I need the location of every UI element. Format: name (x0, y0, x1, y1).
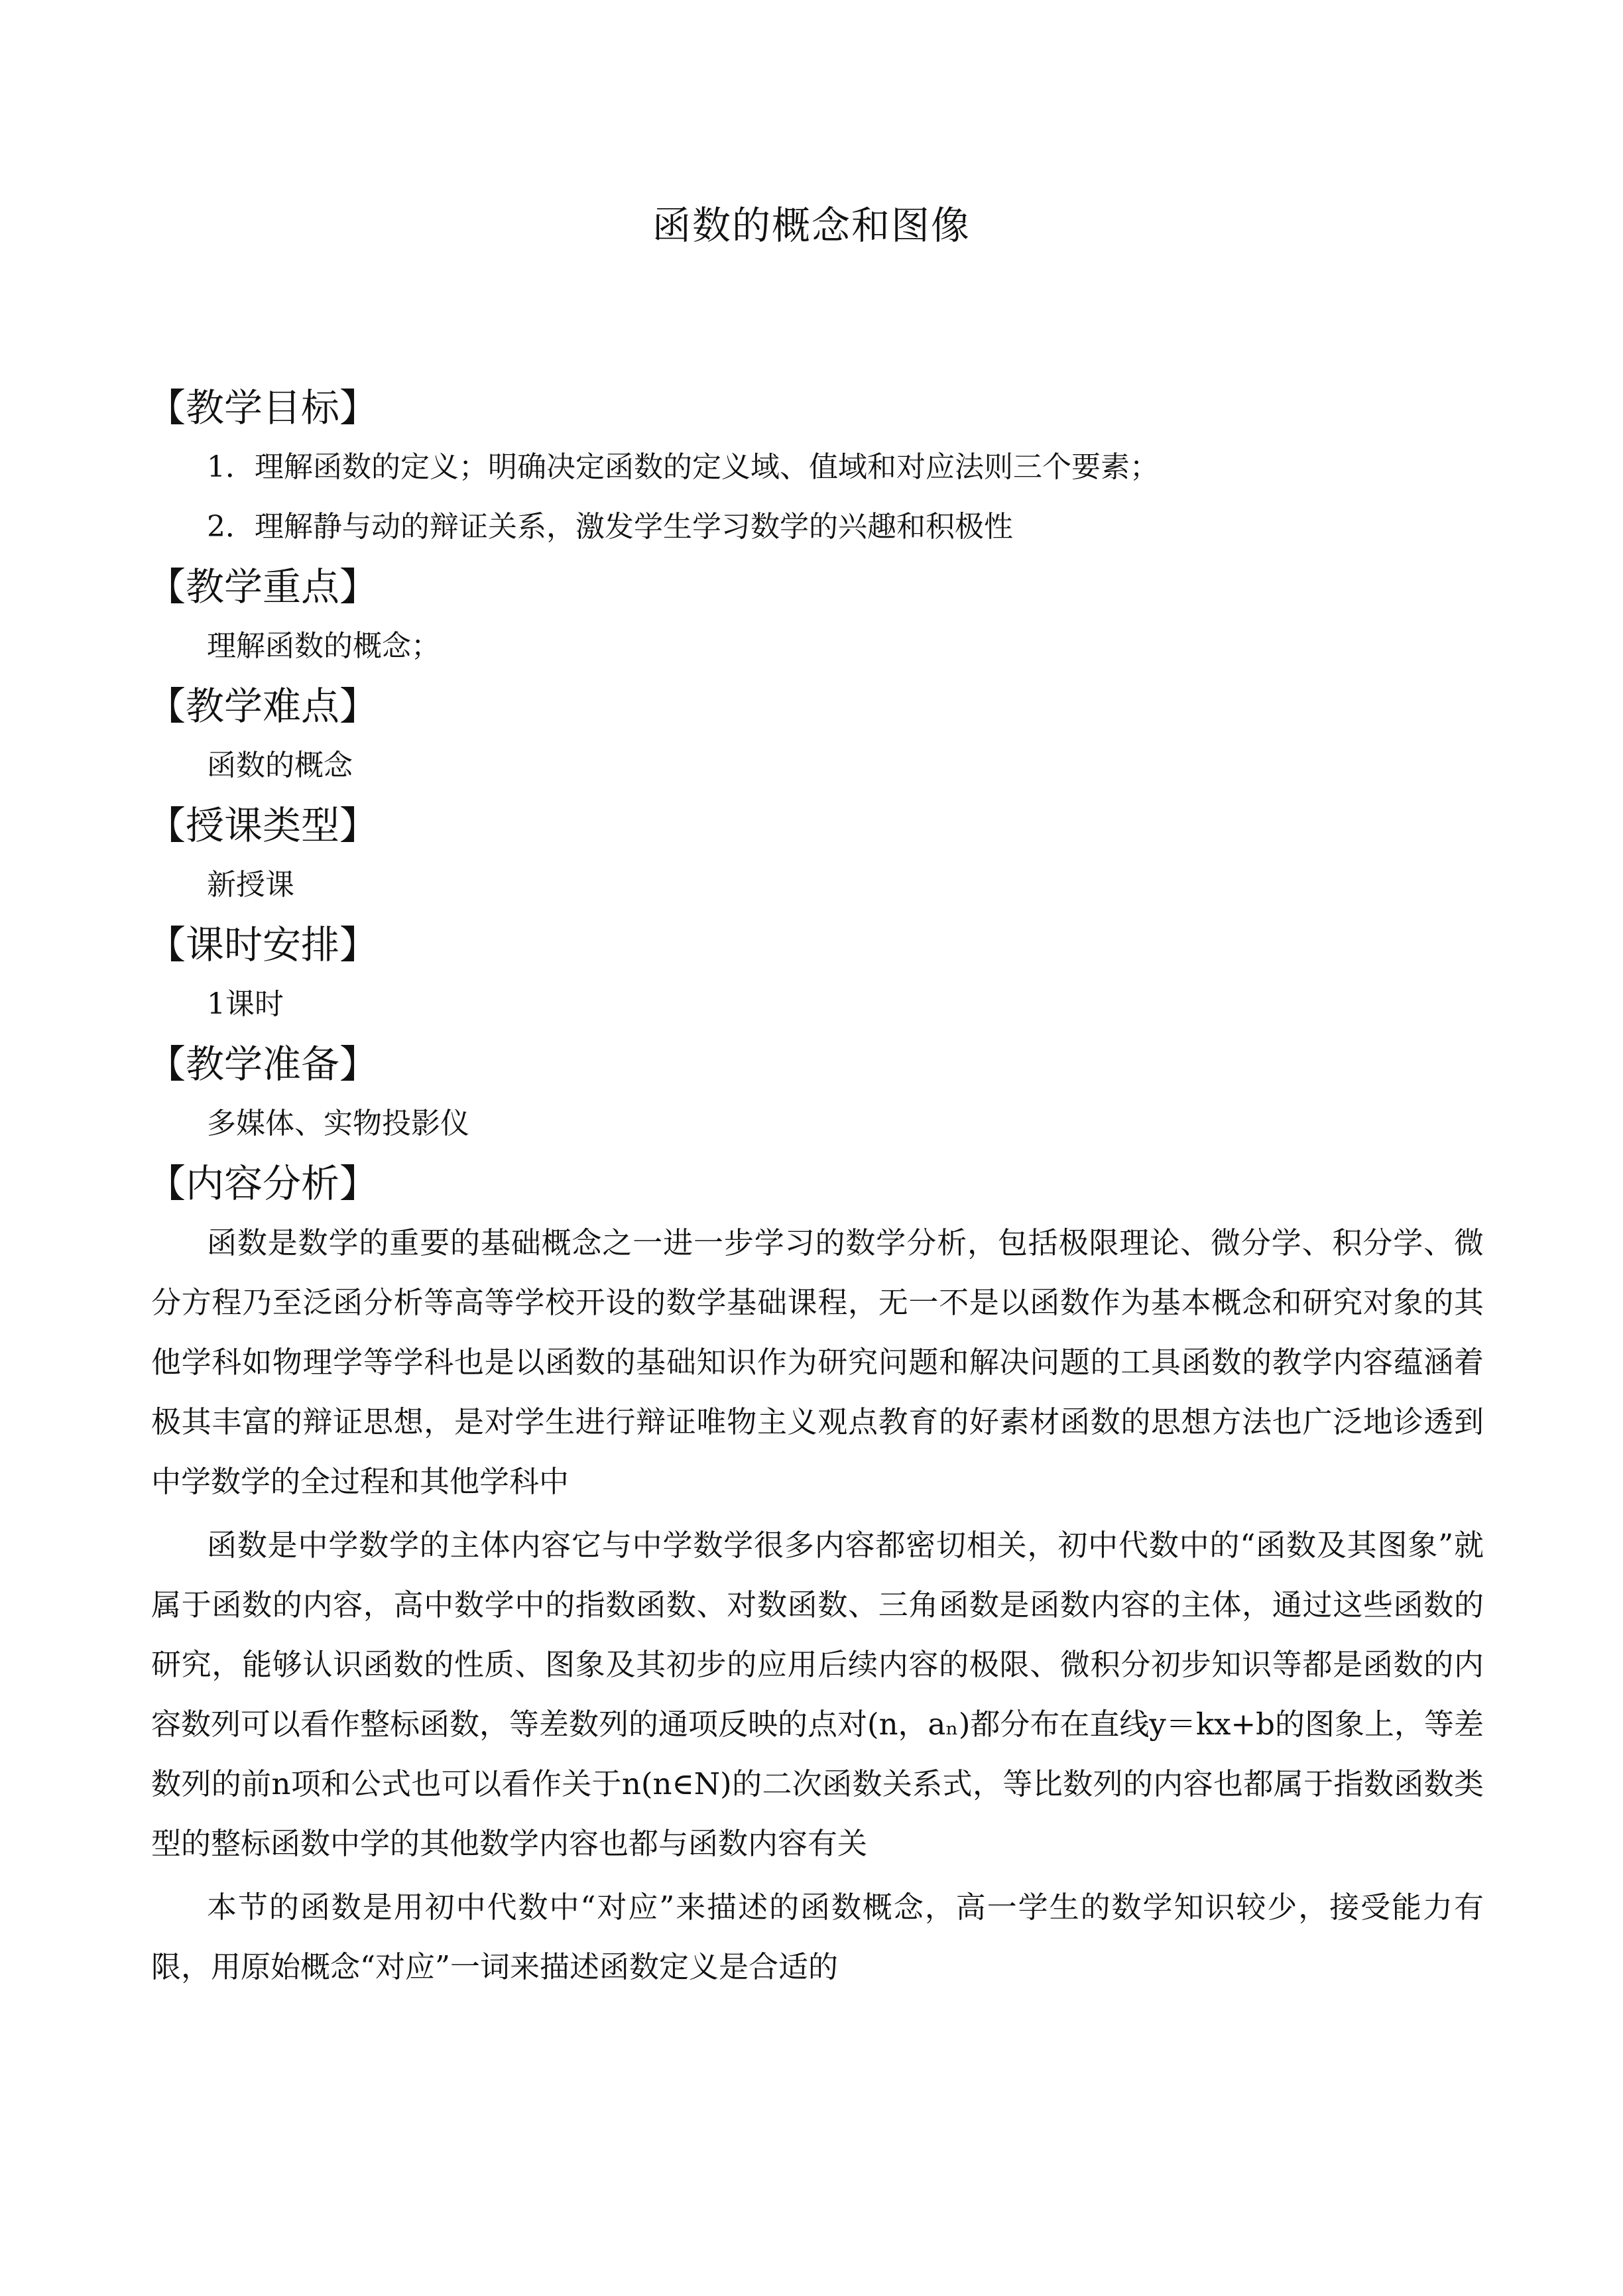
goal-item-1: 1．理解函数的定义；明确决定函数的定义域、值域和对应法则三个要素； (207, 450, 1159, 484)
section-heading-lesson-type: 【授课类型】 (147, 803, 379, 848)
difficulty-item: 函数的概念 (207, 749, 353, 782)
document-body (147, 378, 1484, 1997)
analysis-paragraph-2: 函数是中学数学的主体内容它与中学数学很多内容都密切相关，初中代数中的“函数及其图象”就属于函数的内容，高中数学中的指数函数、对数函数、三角函数是函数内容的主体，通过这些函数的研究，能够认识函数的性质、图象及其初步的应用后续内容的极限、微积分初步知识等都是函数的内容数列可以看作整标函数，等差数列的通项反映的点对(n，aₙ)都分布在直线y＝kx+b的图象上，等差数列的前n项和公式也可以看作关于n(n∈N)的二次函数关系式，等比数列的内容也都属于指数函数类型的整标函数中学的其他数学内容也都与函数内容有关 (151, 1528, 1484, 1861)
lesson-type-item: 新授课 (207, 868, 294, 902)
key-point-item: 理解函数的概念； (207, 629, 440, 663)
analysis-paragraph-1: 函数是数学的重要的基础概念之一进一步学习的数学分析，包括极限理论、微分学、积分学、微分方程乃至泛函分析等高等学校开设的数学基础课程，无一不是以函数作为基本概念和研究对象的其他学科如物理学等学科也是以函数的基础知识作为研究问题和解决问题的工具函数的教学内容蕴涵着极其丰富的辩证思想，是对学生进行辩证唯物主义观点教育的好素材函数的思想方法也广泛地诊透到中学数学的全过程和其他学科中 (151, 1225, 1484, 1499)
section-heading-schedule: 【课时安排】 (147, 922, 379, 967)
preparation-item: 多媒体、实物投影仪 (207, 1107, 469, 1140)
section-heading-preparation: 【教学准备】 (147, 1042, 379, 1087)
document-title: 函数的概念和图像 (652, 203, 971, 248)
section-heading-difficulties: 【教学难点】 (147, 684, 379, 729)
analysis-paragraph-3: 本节的函数是用初中代数中“对应”来描述的函数概念，高一学生的数学知识较少，接受能力有限，用原始概念“对应”一词来描述函数定义是合适的 (151, 1890, 1484, 1984)
section-heading-content-analysis: 【内容分析】 (147, 1161, 379, 1206)
section-heading-key-points: 【教学重点】 (147, 564, 379, 609)
goal-item-2: 2．理解静与动的辩证关系，激发学生学习数学的兴趣和积极性 (207, 510, 1013, 544)
section-heading-teaching-goals: 【教学目标】 (147, 385, 379, 430)
schedule-item: 1课时 (207, 987, 284, 1021)
